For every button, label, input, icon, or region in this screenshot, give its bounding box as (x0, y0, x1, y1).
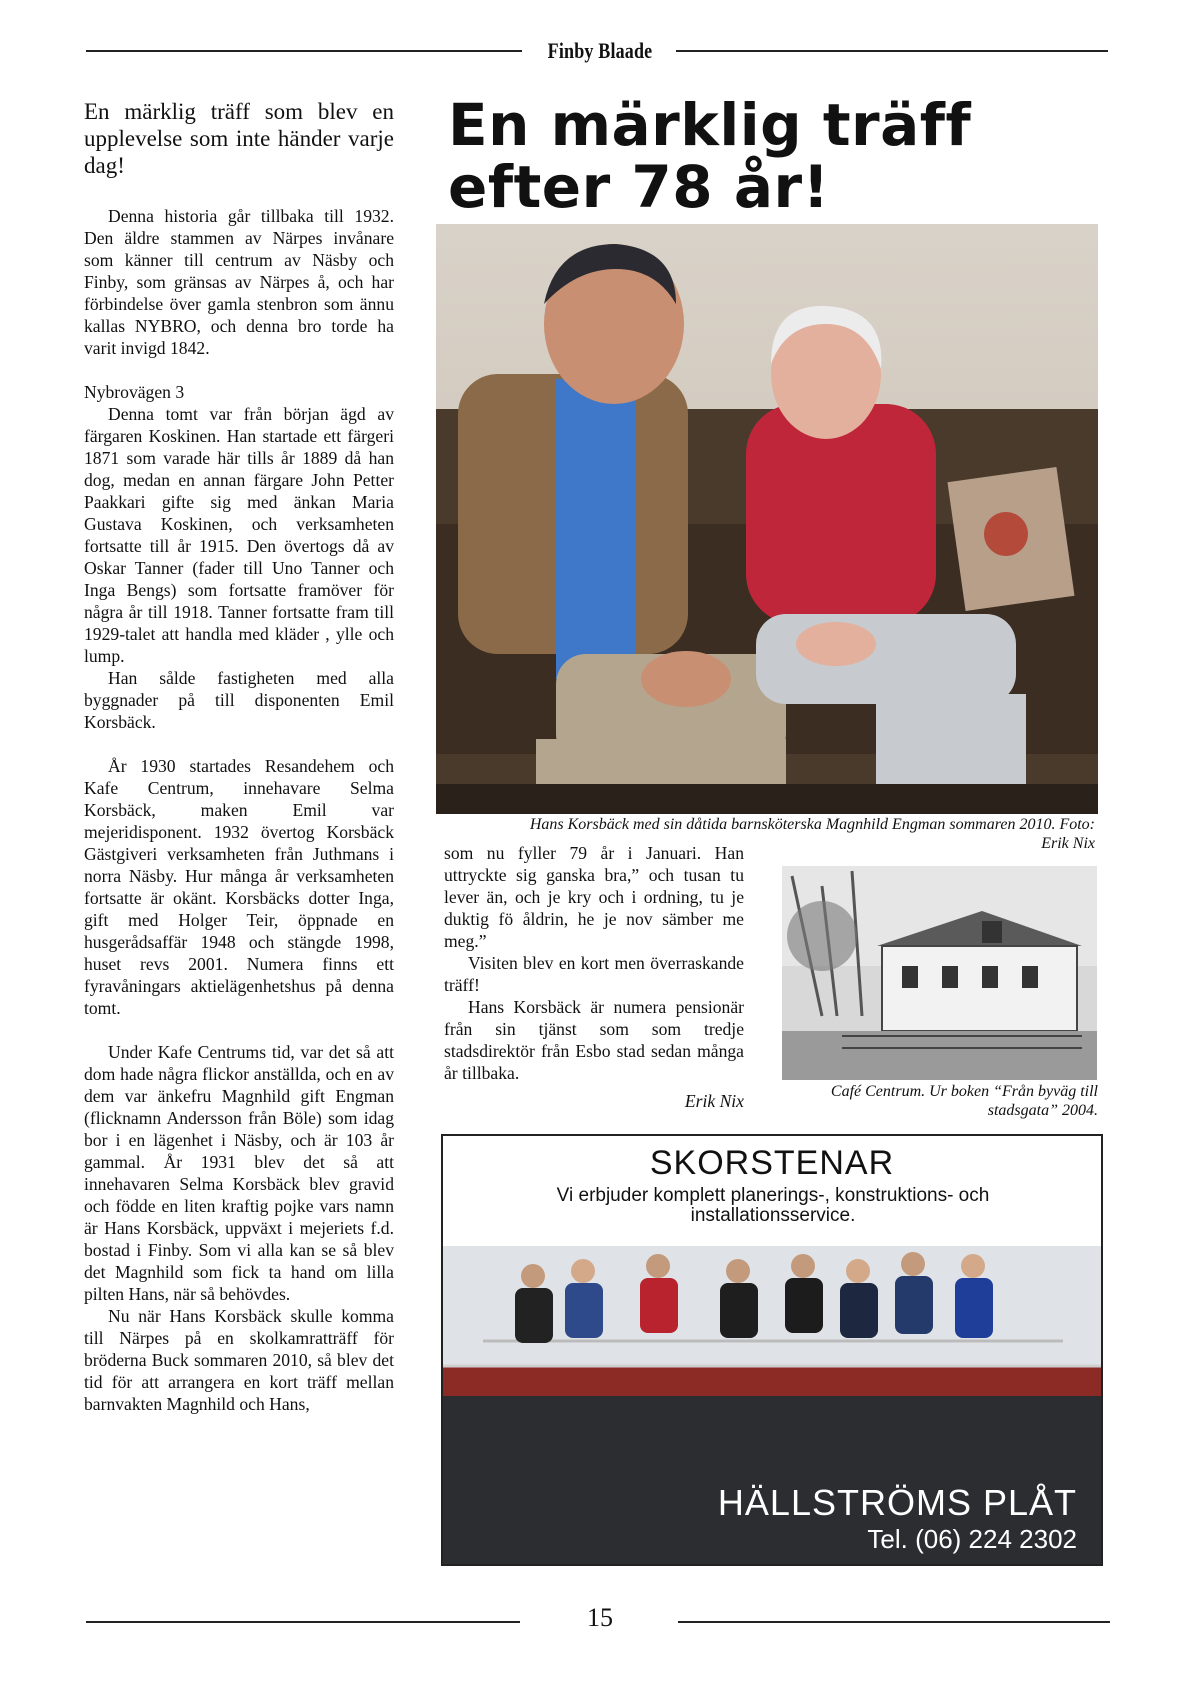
section-heading-nybrovagen: Nybrovägen 3 (84, 382, 185, 402)
ad-title: SKORSTENAR (649, 1144, 895, 1182)
ad-phone: Tel. (06) 224 2302 (867, 1524, 1077, 1554)
photo-hans-and-magnhild (436, 224, 1098, 814)
advertisement-box (441, 1134, 1103, 1566)
left-column (84, 98, 394, 1415)
footer-rule-right (678, 1621, 1110, 1623)
ad-subtitle: Vi erbjuder komplett planerings-, konstruktions- och installationsservice. (556, 1185, 990, 1226)
magnhild-paragraph: Under Kafe Centrums tid, var det så att dom hade några flickor anställda, och en av dem var änkefru Magnhild gift Engman (flicknamn Andersson från Böle) som idag bor i en lägenhet i Näsby, och är 103 år gammal. År 1931 blev det så att innehavaren Selma Korsbäck blev gravid och födde en liten kraftig pojke vars namn är Hans Korsbäck, uppväxt i mejeriets f.d. bostad i Finby. Som vi alla kan se så blev det Magnhild som fick ta hand om lilla pilten Hans, när så behövdes. (84, 1042, 394, 1304)
nybrovagen-paragraph: Denna tomt var från början ägd av färgaren Koskinen. Han startade ett färgeri 1871 som varade här tills år 1889 då han dog, medan en annan färgare John Petter Paakkari gifte sig med änkan Maria Gustava Koskinen, och verksamheten fortsatte till år 1915. Den övertogs då av Oskar Tanner (fader till Uno Tanner och Inga Bengs) som fortsatte framöver för några år till 1918. Tanner fortsatte fram till 1929-talet att handla med kläder , ylle och lump. (84, 404, 394, 666)
reunion-paragraph: Nu när Hans Korsbäck skulle komma till Närpes på en skolkamratträff för bröderna Buck sommaren 2010, så blev det tid för att arrangera en kort träff mellan barnvakten Magnhild och Hans, (84, 1306, 394, 1414)
photo-cafe-centrum (782, 866, 1097, 1080)
visit-paragraph: Visiten blev en kort men överraskande träff! (444, 953, 744, 995)
cafe-photo-illustration (782, 866, 1097, 1080)
article-headline (448, 91, 1088, 221)
cafe-photo-caption: Café Centrum. Ur boken “Från byväg till stadsgata” 2004. (830, 1083, 1098, 1119)
kafe-centrum-paragraph: År 1930 startades Resandehem och Kafe Centrum, innehavare Selma Korsbäck, maken Emil var mejeridisponent. 1932 övertog Korsbäck Gästgiveri verksamheten från Juthmans i norra Näsby. Hur många år verksamheten fortsatte är okänt. Korsbäcks dotter Inga, gift med Holger Teir, öppnade en husgerådsaffär 1948 och stängde 1998, huset revs 2001. Numera finns ett fyravåningars aktielägenhetshus på denna tomt. (84, 756, 394, 1018)
lead-paragraph: En märklig träff som blev en upplevelse som inte händer varje dag! (84, 99, 394, 178)
photo-illustration (436, 224, 1098, 814)
main-photo-caption: Hans Korsbäck med sin dåtida barnsköterska Magnhild Engman sommaren 2010. Foto: Erik Nix (529, 816, 1095, 852)
author-byline: Erik Nix (684, 1091, 744, 1111)
middle-column (444, 842, 744, 1112)
headline-line-1: En märklig träff (448, 91, 972, 159)
masthead: Finby Blaade (547, 38, 653, 63)
sale-paragraph: Han sålde fastigheten med alla byggnader på till disponenten Emil Korsbäck. (84, 668, 394, 732)
page-number: 15 (587, 1603, 613, 1632)
header-rule-right (676, 50, 1108, 52)
footer-rule-left (86, 1621, 520, 1623)
quote-paragraph: som nu fyller 79 år i Januari. Han uttryckte sig ganska bra,” och tusan tu lever än, och je kry och i ordning, tu je duktig fö åldrin, he je nov sämber me meg.” (444, 843, 744, 951)
headline-line-2: efter 78 år! (448, 153, 830, 221)
header-rule-left (86, 50, 522, 52)
ad-company-name: HÄLLSTRÖMS PLÅT (717, 1482, 1077, 1523)
retirement-paragraph: Hans Korsbäck är numera pensionär från sin tjänst som som tredje stadsdirektör från Esbo stad sedan många år tillbaka. (444, 997, 744, 1083)
history-paragraph: Denna historia går tillbaka till 1932. Den äldre stammen av Närpes invånare som känner till centrum av Näsby och Finby, som gränsas av Närpes å, och har förbindelse över gamla stenbron som ännu kallas NYBRO, och denna bro torde ha varit invigd 1842. (84, 206, 394, 358)
